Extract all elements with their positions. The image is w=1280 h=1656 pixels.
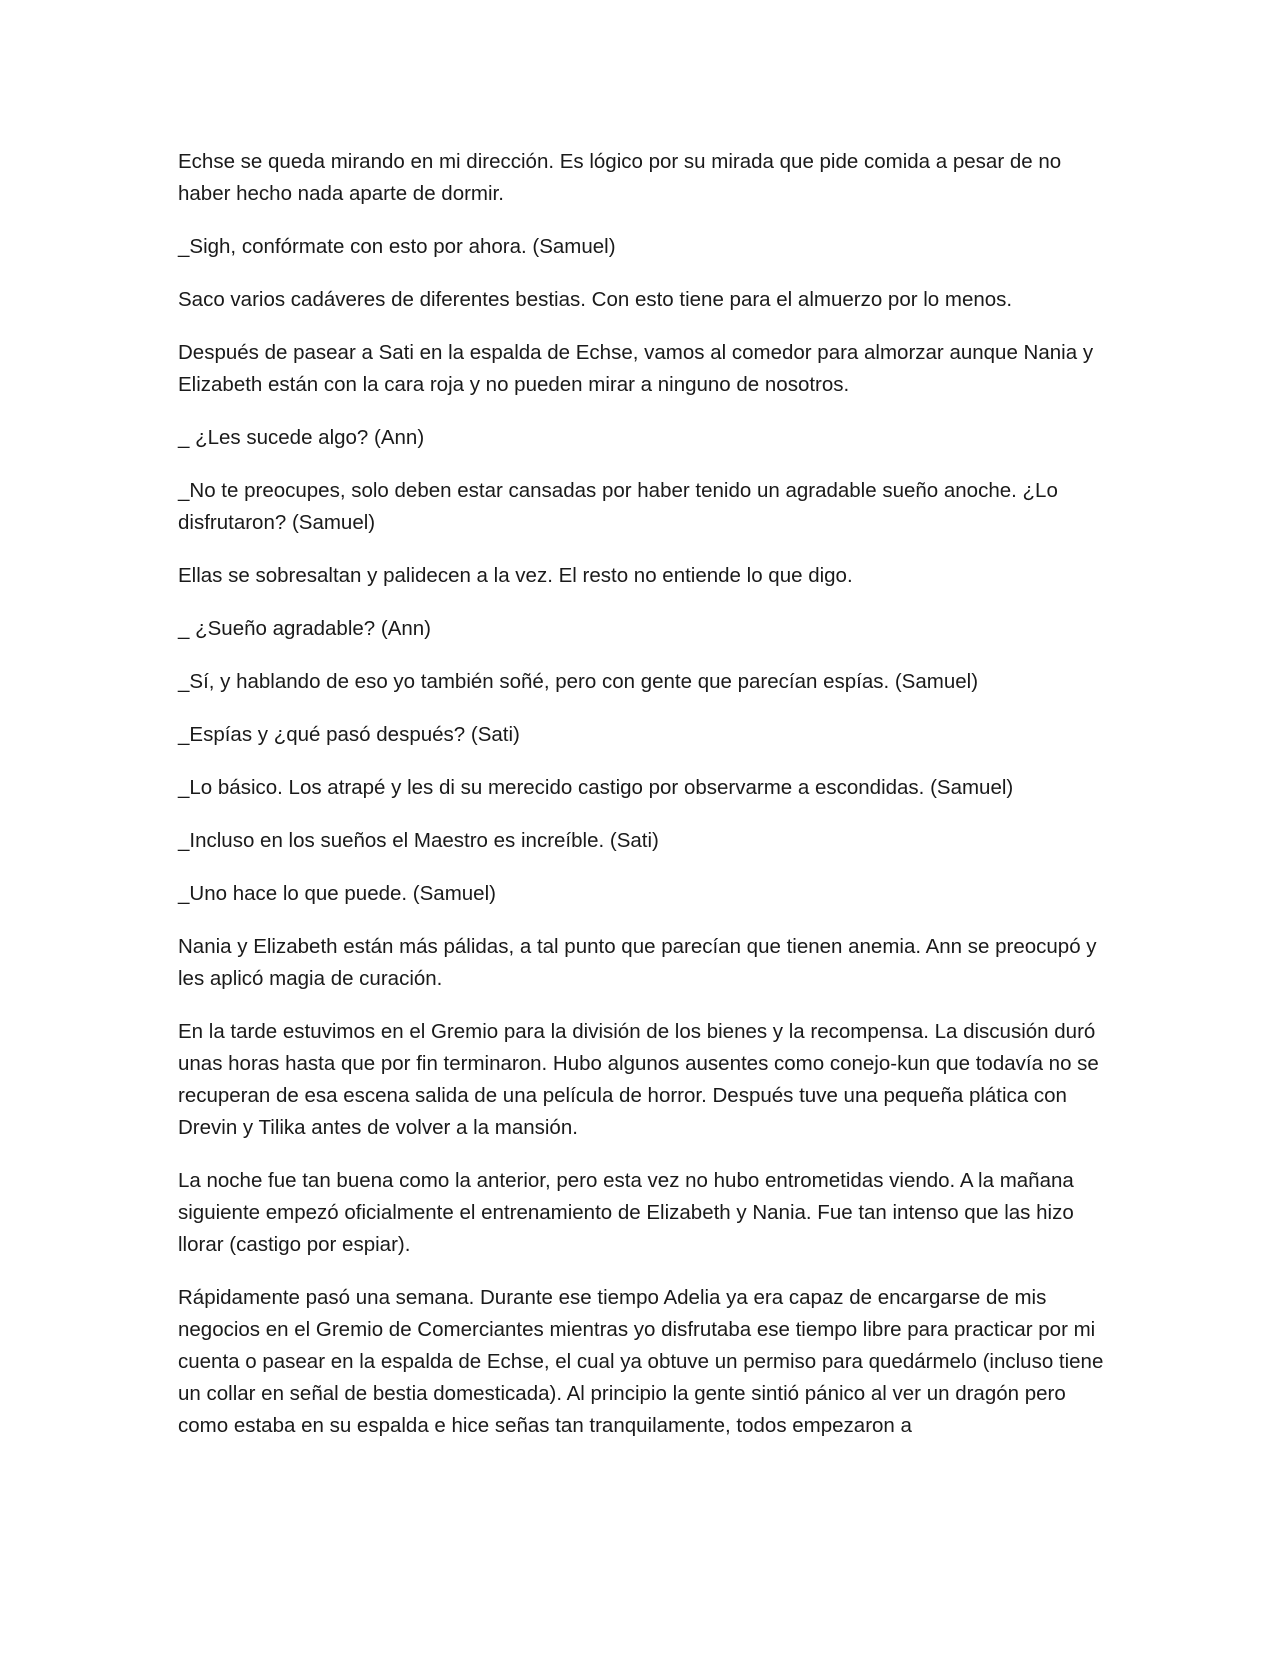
paragraph: Rápidamente pasó una semana. Durante ese tiempo Adelia ya era capaz de encargarse de mis negocios en el Gremio de Comerciantes mientras yo disfrutaba ese tiempo libre para practicar por mi cuenta o pasear en la espalda de Echse, el cual ya obtuve un permiso para quedármelo (incluso tiene un collar en señal de bestia domesticada). Al principio la gente sintió pánico al ver un dragón pero como estaba en su espalda e hice señas tan tranquilamente, todos empezaron a (178, 1286, 1104, 1437)
dialogue-line: _Espías y ¿qué pasó después? (Sati) (178, 723, 520, 746)
dialogue-line: _Sí, y hablando de eso yo también soñé, pero con gente que parecían espías. (Samuel) (178, 670, 979, 693)
paragraph: En la tarde estuvimos en el Gremio para la división de los bienes y la recompensa. La discusión duró unas horas hasta que por fin terminaron. Hubo algunos ausentes como conejo-kun que todavía no se recuperan de esa escena salida de una película de horror. Después tuve una pequeña plática con Drevin y Tilika antes de volver a la mansión. (178, 1020, 1099, 1139)
dialogue-line: _Sigh, confórmate con esto por ahora. (Samuel) (178, 235, 616, 258)
paragraph: La noche fue tan buena como la anterior, pero esta vez no hubo entrometidas viendo. A la mañana siguiente empezó oficialmente el entrenamiento de Elizabeth y Nania. Fue tan intenso que las hizo llorar (castigo por espiar). (178, 1169, 1074, 1256)
dialogue-line: _Uno hace lo que puede. (Samuel) (178, 882, 496, 905)
dialogue-line: _Incluso en los sueños el Maestro es increíble. (Sati) (178, 829, 659, 852)
dialogue-line: _ ¿Sueño agradable? (Ann) (178, 617, 432, 640)
paragraph: Echse se queda mirando en mi dirección. Es lógico por su mirada que pide comida a pesar de no haber hecho nada aparte de dormir. (178, 150, 1062, 205)
document-body (178, 146, 1112, 1463)
paragraph: Nania y Elizabeth están más pálidas, a tal punto que parecían que tienen anemia. Ann se preocupó y les aplicó magia de curación. (178, 935, 1097, 990)
paragraph: Ellas se sobresaltan y palidecen a la vez. El resto no entiende lo que digo. (178, 564, 853, 587)
dialogue-line: _No te preocupes, solo deben estar cansadas por haber tenido un agradable sueño anoche. ¿Lo disfrutaron? (Samuel) (178, 479, 1058, 534)
dialogue-line: _ ¿Les sucede algo? (Ann) (178, 426, 425, 449)
paragraph: Saco varios cadáveres de diferentes bestias. Con esto tiene para el almuerzo por lo menos. (178, 288, 1013, 311)
dialogue-line: _Lo básico. Los atrapé y les di su merecido castigo por observarme a escondidas. (Samuel) (178, 776, 1014, 799)
paragraph: Después de pasear a Sati en la espalda de Echse, vamos al comedor para almorzar aunque Nania y Elizabeth están con la cara roja y no pueden mirar a ninguno de nosotros. (178, 341, 1094, 396)
